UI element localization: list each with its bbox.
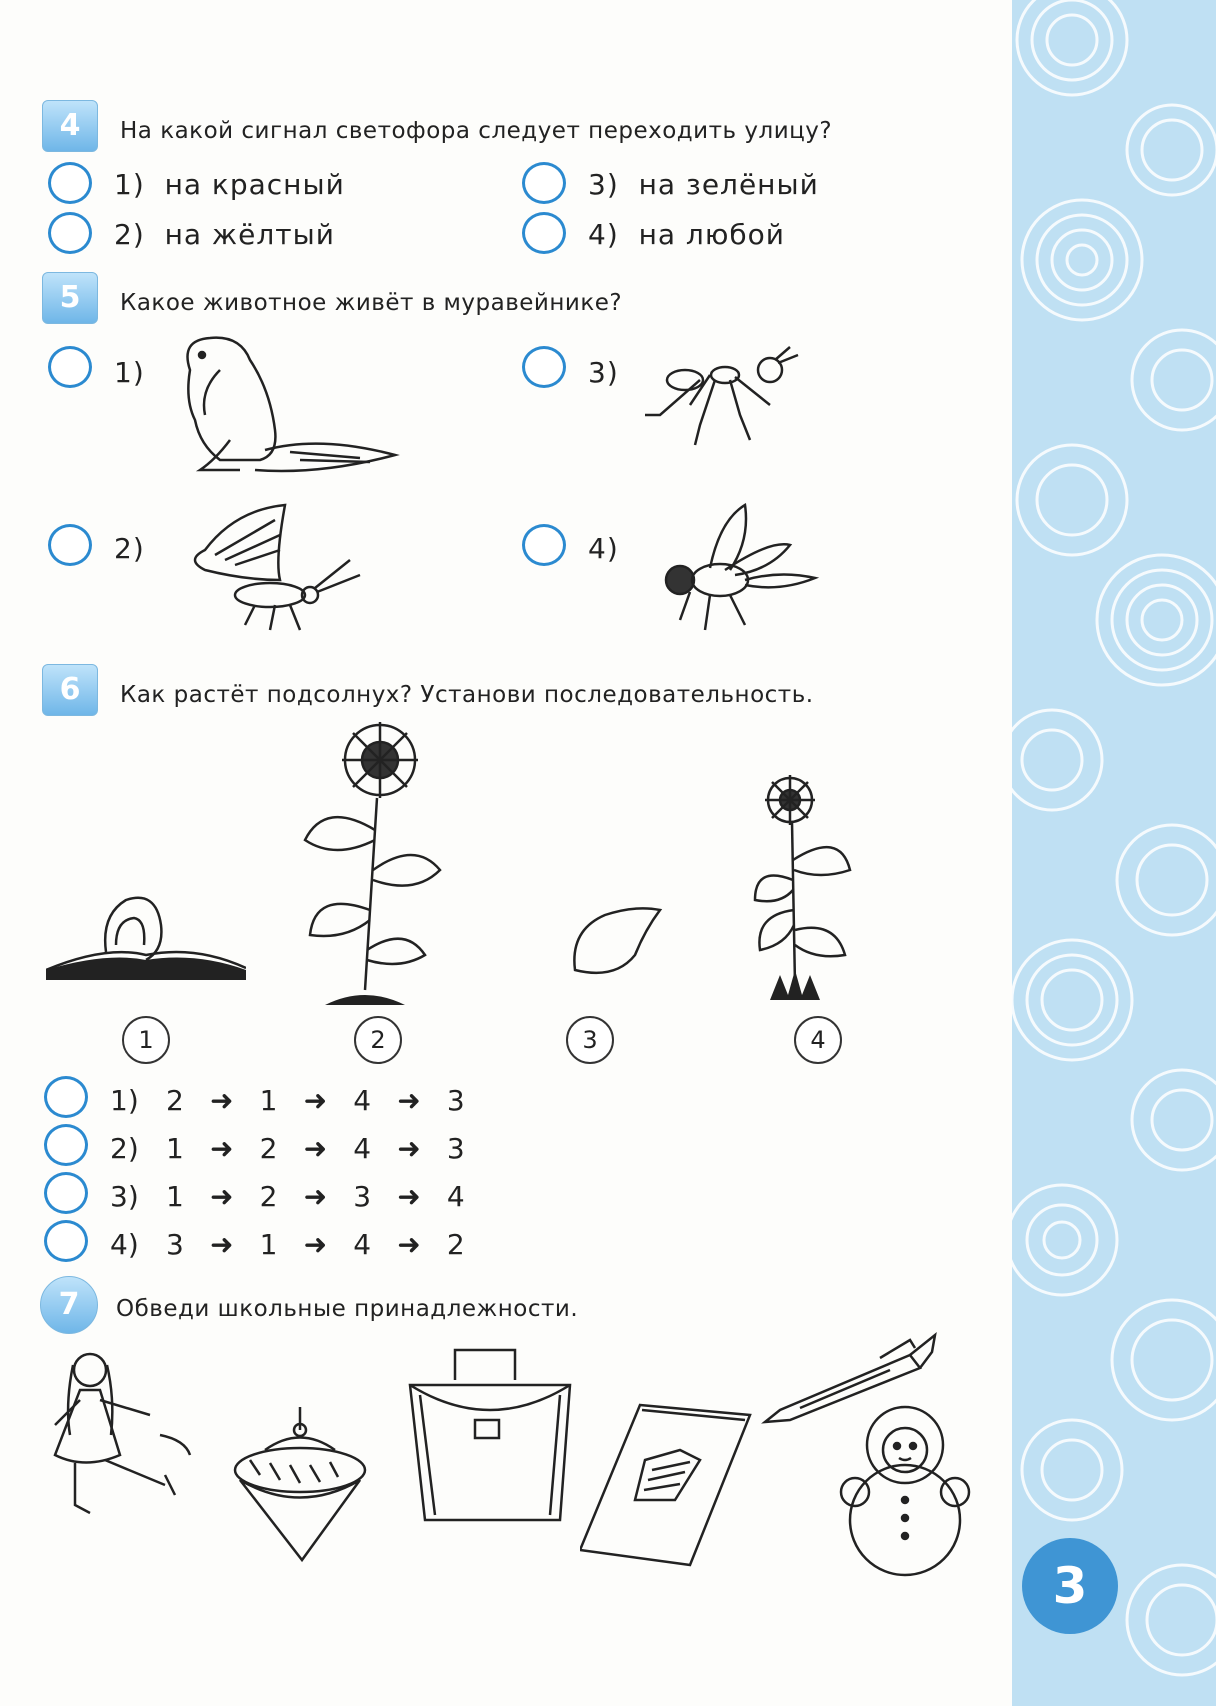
- picture-number-4: 4: [794, 1016, 842, 1064]
- q4-option-3-radio[interactable]: [522, 162, 566, 204]
- beaver-image: [160, 330, 400, 490]
- q5-option-1-radio[interactable]: [48, 346, 92, 388]
- spinning-top-image[interactable]: [230, 1405, 370, 1565]
- q6-option-4-radio[interactable]: [44, 1220, 88, 1262]
- q6-option-1-radio[interactable]: [44, 1076, 88, 1118]
- q6-option-3: 3) 1 ➜ 2 ➜ 3 ➜ 4: [110, 1180, 465, 1213]
- q5-option-3-label: 3): [588, 356, 619, 389]
- q5-option-4-radio[interactable]: [522, 524, 566, 566]
- butterfly-image: [175, 500, 375, 645]
- q4-option-2-radio[interactable]: [48, 212, 92, 254]
- sprout-image: [46, 890, 246, 980]
- roly-poly-toy-image[interactable]: [835, 1400, 975, 1580]
- question-4-number: 4: [42, 100, 98, 152]
- q4-option-3: 3) на зелёный: [588, 168, 819, 201]
- question-4-text: На какой сигнал светофора следует переходить улицу?: [120, 118, 833, 144]
- question-6-number: 6: [42, 664, 98, 716]
- q5-option-3-radio[interactable]: [522, 346, 566, 388]
- tall-sunflower-image: [285, 720, 445, 1005]
- q6-option-4: 4) 3 ➜ 1 ➜ 4 ➜ 2: [110, 1228, 465, 1261]
- decorative-sidebar: [1012, 0, 1216, 1706]
- q6-option-2: 2) 1 ➜ 2 ➜ 4 ➜ 3: [110, 1132, 465, 1165]
- question-6-text: Как растёт подсолнух? Установи последовательность.: [120, 682, 814, 708]
- page-number: 3: [1022, 1538, 1118, 1634]
- question-7-number: 7: [40, 1276, 98, 1334]
- young-sunflower-image: [750, 770, 860, 1005]
- ant-image: [640, 345, 800, 455]
- q5-option-1-label: 1): [114, 356, 145, 389]
- fly-image: [650, 500, 830, 640]
- q6-option-3-radio[interactable]: [44, 1172, 88, 1214]
- q5-option-2-label: 2): [114, 532, 145, 565]
- q5-option-4-label: 4): [588, 532, 619, 565]
- picture-number-3: 3: [566, 1016, 614, 1064]
- seed-image: [565, 900, 665, 980]
- q4-option-2: 2) на жёлтый: [114, 218, 335, 251]
- q4-option-1-radio[interactable]: [48, 162, 92, 204]
- question-5-number: 5: [42, 272, 98, 324]
- picture-number-2: 2: [354, 1016, 402, 1064]
- picture-number-1: 1: [122, 1016, 170, 1064]
- q4-option-4-radio[interactable]: [522, 212, 566, 254]
- q4-option-1: 1) на красный: [114, 168, 345, 201]
- question-5-text: Какое животное живёт в муравейнике?: [120, 290, 623, 316]
- notebook-image[interactable]: [580, 1400, 755, 1570]
- q5-option-2-radio[interactable]: [48, 524, 92, 566]
- snowflake-pattern: [1012, 0, 1216, 1706]
- question-7-text: Обведи школьные принадлежности.: [116, 1296, 579, 1322]
- q6-option-1: 1) 2 ➜ 1 ➜ 4 ➜ 3: [110, 1084, 465, 1117]
- schoolbag-image[interactable]: [400, 1345, 580, 1525]
- q6-option-2-radio[interactable]: [44, 1124, 88, 1166]
- q4-option-4: 4) на любой: [588, 218, 785, 251]
- doll-image[interactable]: [45, 1345, 205, 1520]
